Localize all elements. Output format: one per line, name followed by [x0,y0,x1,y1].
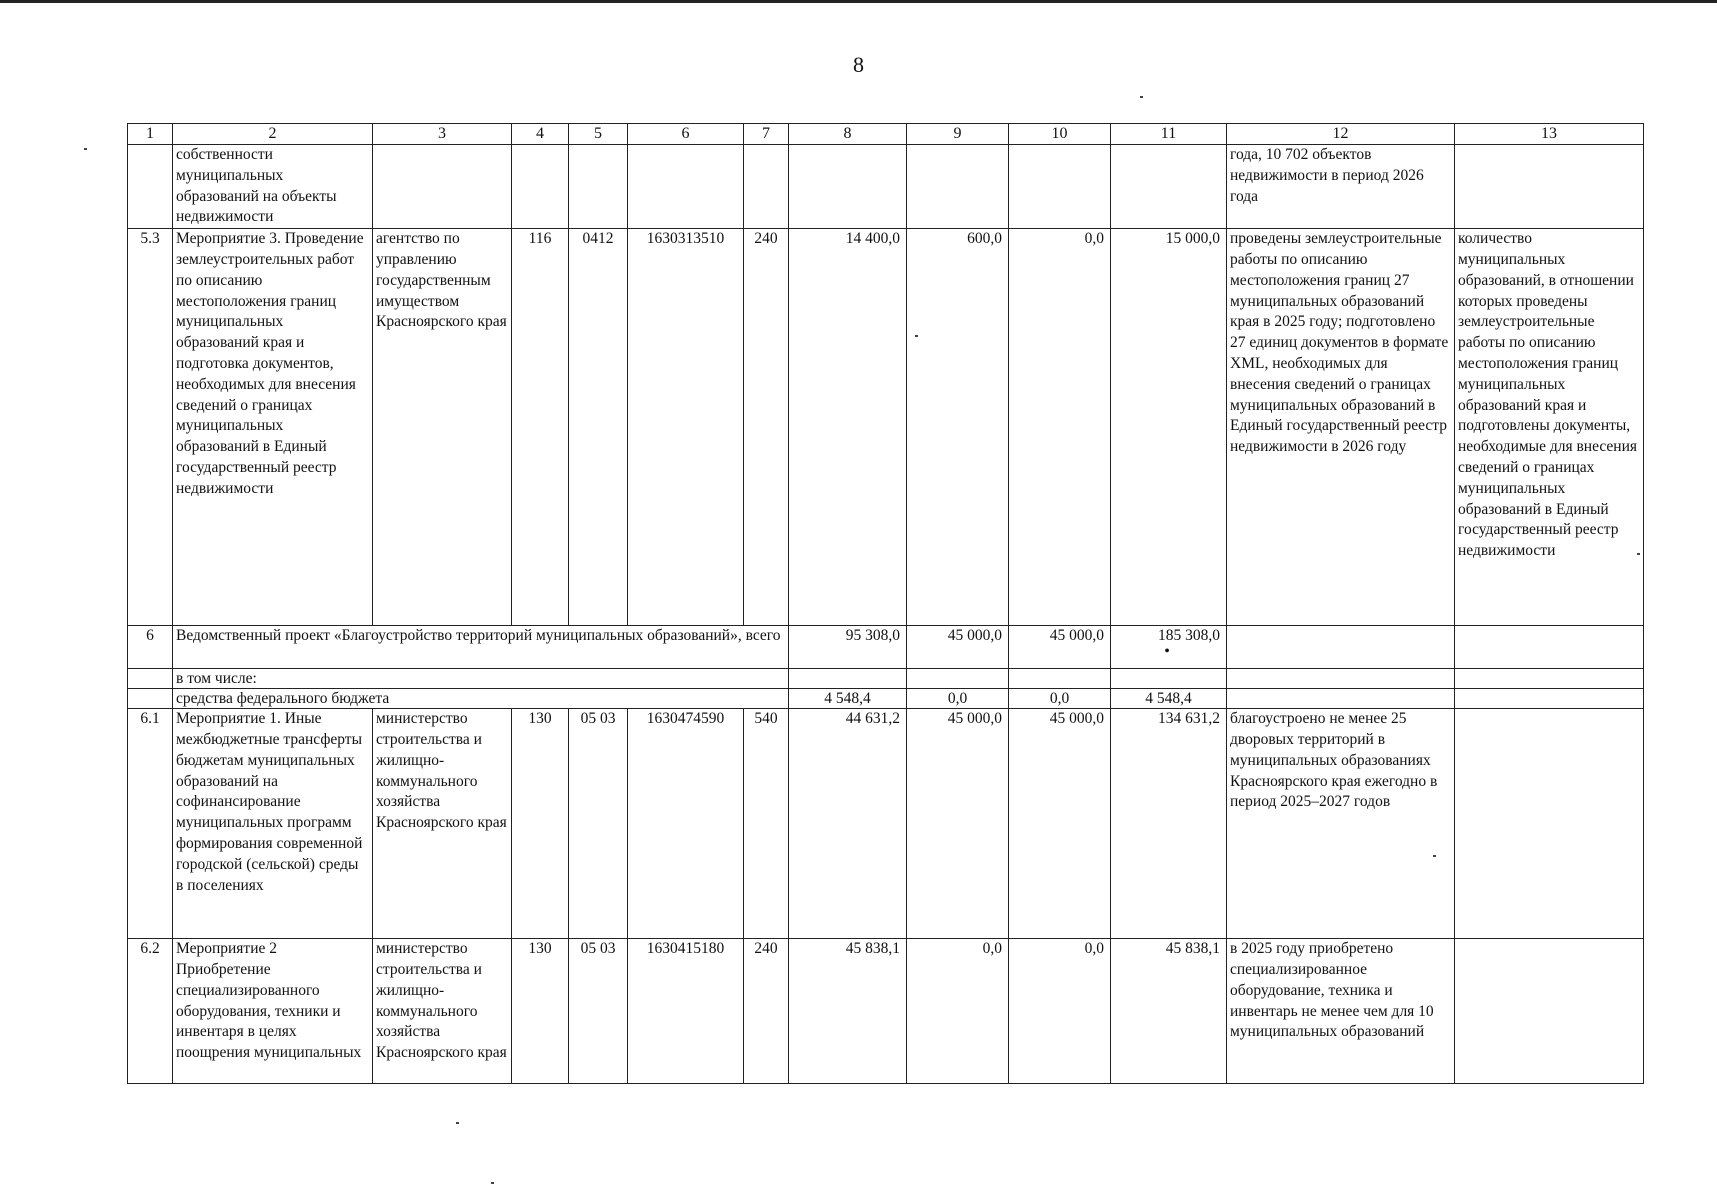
col-header: 1 [128,124,173,145]
result-cell: года, 10 702 объектов недвижимости в период 2026 года [1227,145,1455,229]
amount-cell: 45 000,0 [907,709,1009,939]
amount-cell: 45 000,0 [907,626,1009,669]
code-cell: 240 [744,229,789,626]
code-cell: 1630313510 [628,229,744,626]
col-header: 9 [907,124,1009,145]
col-header: 6 [628,124,744,145]
amount-value: 185 308,0 [1158,627,1220,645]
scan-top-border [0,0,1717,3]
amount-cell [1111,626,1227,669]
executor-cell: агентство по управлению государственным имуществом Красноярского края [373,229,512,626]
col-header: 3 [373,124,512,145]
scan-speck [1433,855,1436,857]
amount-cell: 0,0 [907,939,1009,1084]
amount-cell: 95 308,0 [789,626,907,669]
col-header: 12 [1227,124,1455,145]
amount-cell: 4 548,4 [1111,689,1227,709]
executor-cell: министерство строительства и жилищно-коммунального хозяйства Красноярского края [373,709,512,939]
amount-cell: 45 838,1 [1111,939,1227,1084]
amount-cell: 15 000,0 [1111,229,1227,626]
activity-cell: собственности муниципальных образований на объекты недвижимости [173,145,373,229]
code-cell: 240 [744,939,789,1084]
scan-speck [1140,96,1143,98]
scan-speck [84,148,87,150]
row-number: 6.2 [128,939,173,1084]
amount-cell: 4 548,4 [789,689,907,709]
amount-cell: 0,0 [907,689,1009,709]
result-cell: благоустроено не менее 25 дворовых территорий в муниципальных образованиях Красноярского края ежегодно в период 2025–2027 годов [1227,709,1455,939]
amount-cell: 44 631,2 [789,709,907,939]
activity-cell: Мероприятие 1. Иные межбюджетные трансферты бюджетам муниципальных образований на софинансирование муниципальных программ формирования современной городской (сельской) среды в поселениях [173,709,373,939]
code-cell: 05 03 [569,939,628,1084]
code-cell: 540 [744,709,789,939]
code-cell: 1630415180 [628,939,744,1084]
scan-speck [491,1182,494,1184]
col-header: 2 [173,124,373,145]
project-title-cell: Ведомственный проект «Благоустройство территорий муниципальных образований», всего [173,626,789,669]
table-row-including [128,669,1644,689]
table-row-6-2 [128,939,1644,1084]
amount-cell: 0,0 [1009,229,1111,626]
amount-cell: 134 631,2 [1111,709,1227,939]
code-cell: 130 [512,709,569,939]
scan-dot: • [1164,642,1170,660]
amount-cell: 600,0 [907,229,1009,626]
amount-cell: 45 000,0 [1009,709,1111,939]
federal-budget-label: средства федерального бюджета [173,689,789,709]
amount-cell: 14 400,0 [789,229,907,626]
code-cell: 130 [512,939,569,1084]
amount-cell: 45 000,0 [1009,626,1111,669]
table-row-federal-budget [128,689,1644,709]
code-cell: 116 [512,229,569,626]
row-number: 6 [128,626,173,669]
executor-cell: министерство строительства и жилищно-коммунального хозяйства Красноярского края [373,939,512,1084]
code-cell: 1630474590 [628,709,744,939]
col-header: 4 [512,124,569,145]
col-header: 13 [1455,124,1644,145]
scan-speck [456,1122,459,1124]
table-row-6 [128,626,1644,669]
page-number: 8 [853,52,864,77]
result-cell: в 2025 году приобретено специализированное оборудование, техника и инвентарь не менее чем для 10 муниципальных образований [1227,939,1455,1084]
amount-cell: 0,0 [1009,689,1111,709]
col-header: 5 [569,124,628,145]
col-header: 8 [789,124,907,145]
header-row [128,124,1644,145]
code-cell: 0412 [569,229,628,626]
code-cell: 05 03 [569,709,628,939]
amount-cell: 45 838,1 [789,939,907,1084]
table-row-6-1 [128,709,1644,939]
including-label: в том числе: [173,669,789,689]
budget-table [127,123,1644,1084]
col-header: 7 [744,124,789,145]
amount-cell: 0,0 [1009,939,1111,1084]
row-number: 6.1 [128,709,173,939]
scan-speck [915,335,918,337]
col-header: 11 [1111,124,1227,145]
col-header: 10 [1009,124,1111,145]
scan-speck [1637,553,1640,555]
row-number: 5.3 [128,229,173,626]
result-cell: проведены землеустроительные работы по описанию местоположения границ 27 муниципальных образований края в 2025 году; подготовлено 27 единиц документов в формате XML, необходимых для внесения сведений о границах муниципальных образований в Единый государственный реестр недвижимости в 2026 году [1227,229,1455,626]
activity-cell: Мероприятие 2 Приобретение специализированного оборудования, техники и инвентаря в целях поощрения муниципальных [173,939,373,1084]
table-row-5-3 [128,229,1644,626]
table-row-continuation [128,145,1644,229]
activity-cell: Мероприятие 3. Проведение землеустроительных работ по описанию местоположения границ муниципальных образований края и подготовка документов, необходимых для внесения сведений о границах муниципальных образований в Единый государственный реестр недвижимости [173,229,373,626]
indicator-cell: количество муниципальных образований, в отношении которых проведены землеустроительные работы по описанию местоположения границ муниципальных образований края и подготовлены документы, необходимые для внесения сведений о границах муниципальных образований в Единый государственный реестр недвижимости [1455,229,1644,626]
